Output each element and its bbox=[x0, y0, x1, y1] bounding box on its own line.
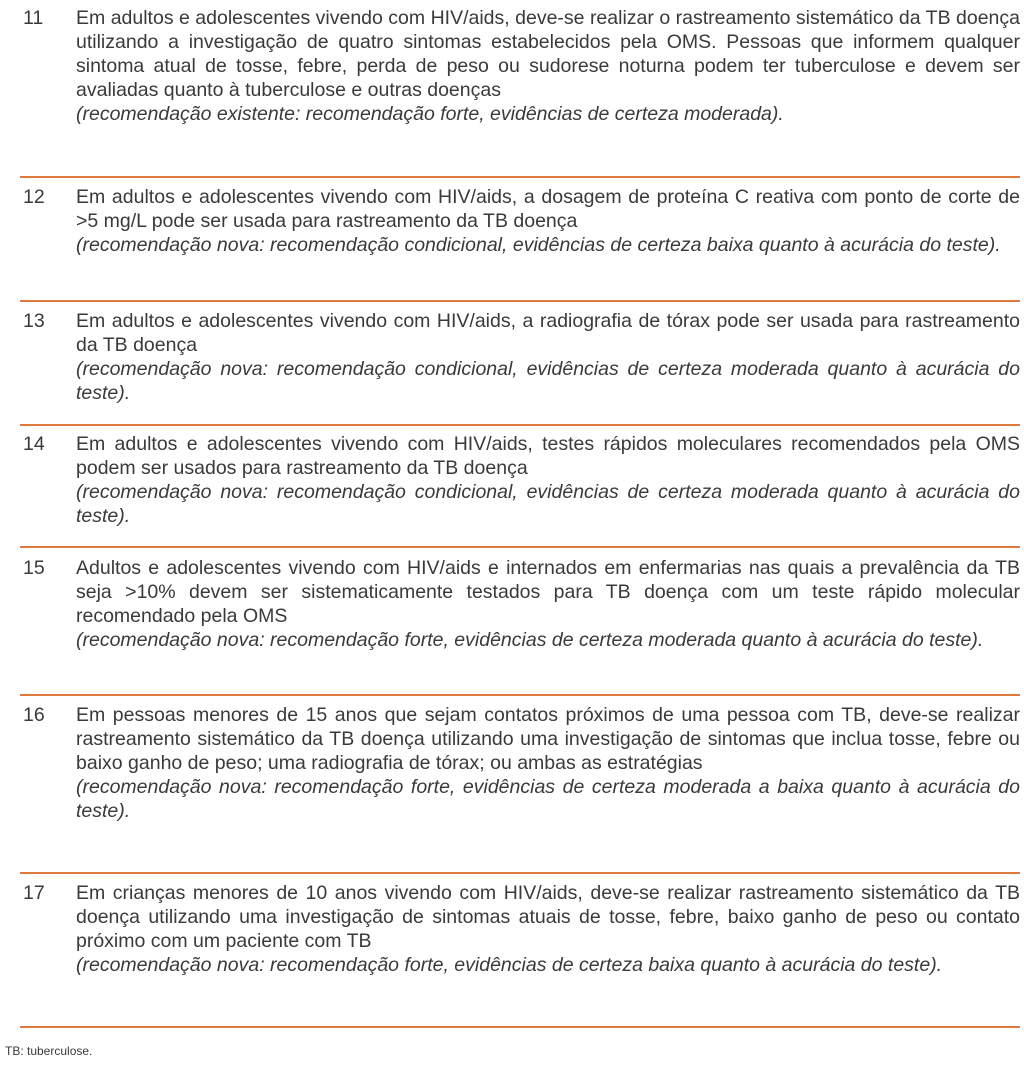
recommendation-text: Em adultos e adolescentes vivendo com HIV/aids, deve-se realizar o rastreamento sistemático da TB doença utilizando a investigação de quatro sintomas estabelecidos pela OMS. Pessoas que informem qualquer sintoma atual de tosse, febre, perda de peso ou sudorese noturna podem ter tuberculose e devem ser avaliadas quanto à tuberculose e outras doenças bbox=[76, 7, 1020, 101]
recommendation-body bbox=[76, 432, 1020, 528]
recommendation-number: 15 bbox=[23, 557, 45, 579]
table-footnote: TB: tuberculose. bbox=[5, 1044, 93, 1058]
recommendations-table bbox=[20, 0, 1020, 1028]
recommendation-body bbox=[76, 6, 1020, 126]
recommendation-text: Em pessoas menores de 15 anos que sejam contatos próximos de uma pessoa com TB, deve-se realizar rastreamento sistemático da TB doença utilizando uma investigação de sintomas que inclua tosse, febre ou baixo ganho de peso; uma radiografia de tórax; ou ambas as estratégias bbox=[76, 704, 1020, 774]
recommendation-text: Em adultos e adolescentes vivendo com HIV/aids, a dosagem de proteína C reativa com ponto de corte de >5 mg/L pode ser usada para rastreamento da TB doença bbox=[76, 186, 1020, 232]
recommendation-number: 17 bbox=[23, 882, 45, 904]
recommendation-number: 14 bbox=[23, 433, 45, 455]
recommendation-note: (recomendação nova: recomendação forte, evidências de certeza baixa quanto à acurácia do teste). bbox=[76, 954, 943, 976]
recommendation-row-15 bbox=[20, 548, 1020, 696]
recommendation-body bbox=[76, 556, 1020, 652]
recommendation-text: Em crianças menores de 10 anos vivendo com HIV/aids, deve-se realizar rastreamento sistemático da TB doença utilizando uma investigação de sintomas atuais de tosse, febre, baixo ganho de peso ou contato próximo com um paciente com TB bbox=[76, 882, 1020, 952]
recommendation-note: (recomendação nova: recomendação forte, evidências de certeza moderada quanto à acurácia do teste). bbox=[76, 629, 984, 651]
recommendation-number: 12 bbox=[23, 186, 45, 208]
recommendation-row-13 bbox=[20, 302, 1020, 426]
recommendation-note: (recomendação nova: recomendação condicional, evidências de certeza moderada quanto à acurácia do teste). bbox=[76, 481, 1020, 527]
recommendation-text: Em adultos e adolescentes vivendo com HIV/aids, testes rápidos moleculares recomendados pela OMS podem ser usados para rastreamento da TB doença bbox=[76, 433, 1020, 479]
recommendation-number: 13 bbox=[23, 310, 45, 332]
recommendation-number: 11 bbox=[23, 7, 44, 29]
recommendation-note: (recomendação nova: recomendação condicional, evidências de certeza baixa quanto à acurácia do teste). bbox=[76, 234, 1001, 256]
recommendation-number: 16 bbox=[23, 704, 45, 726]
recommendation-row-11 bbox=[20, 0, 1020, 178]
recommendation-row-14 bbox=[20, 426, 1020, 548]
recommendation-note: (recomendação nova: recomendação condicional, evidências de certeza moderada quanto à acurácia do teste). bbox=[76, 358, 1020, 404]
recommendation-note: (recomendação nova: recomendação forte, evidências de certeza moderada a baixa quanto à acurácia do teste). bbox=[76, 776, 1020, 822]
recommendation-row-16 bbox=[20, 696, 1020, 874]
recommendation-text: Adultos e adolescentes vivendo com HIV/aids e internados em enfermarias nas quais a prevalência da TB seja >10% devem ser sistematicamente testados para TB doença com um teste rápido molecular recomendado pela OMS bbox=[76, 557, 1020, 627]
recommendation-row-12 bbox=[20, 178, 1020, 302]
recommendation-row-17 bbox=[20, 874, 1020, 1028]
recommendation-body bbox=[76, 703, 1020, 823]
recommendation-text: Em adultos e adolescentes vivendo com HIV/aids, a radiografia de tórax pode ser usada para rastreamento da TB doença bbox=[76, 310, 1020, 356]
recommendation-body bbox=[76, 881, 1020, 977]
recommendation-note: (recomendação existente: recomendação forte, evidências de certeza moderada). bbox=[76, 103, 784, 125]
recommendation-body bbox=[76, 309, 1020, 405]
recommendation-body bbox=[76, 185, 1020, 257]
